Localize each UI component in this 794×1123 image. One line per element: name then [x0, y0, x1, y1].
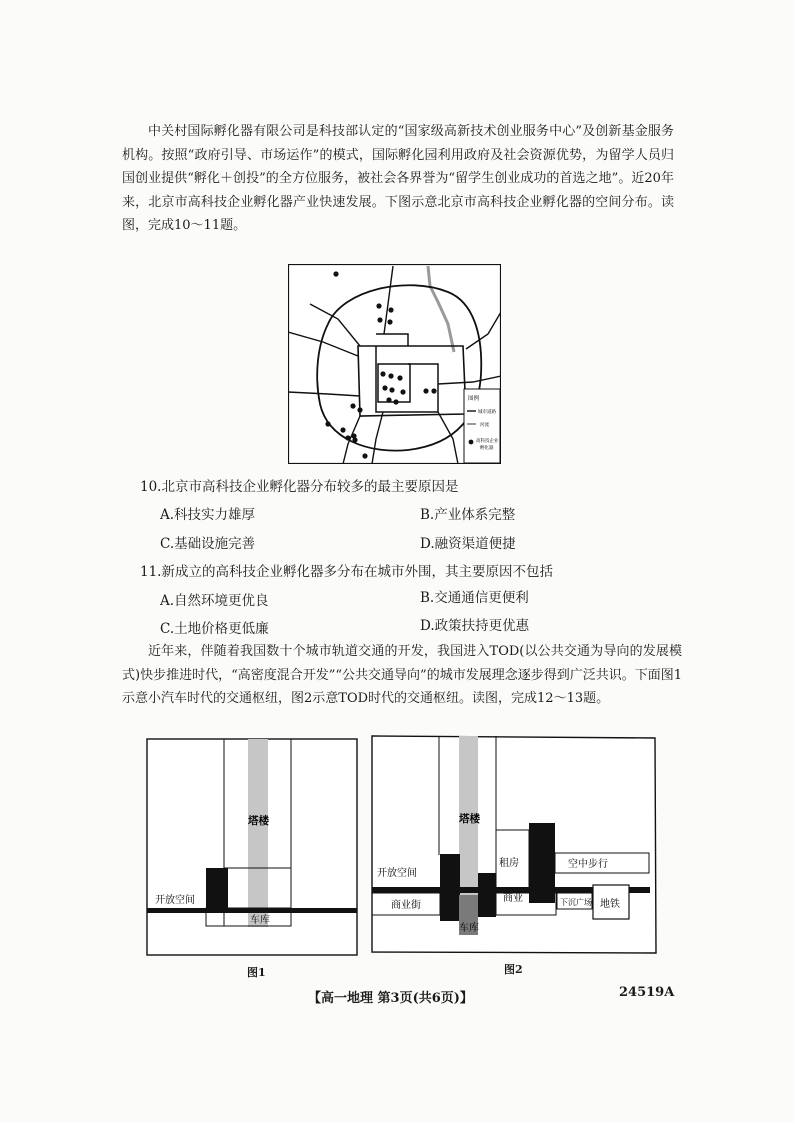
paper-code: 24519A: [619, 985, 675, 1000]
fig2-commerce-label: 商业: [503, 893, 523, 904]
q10-option-a: A.科技实力雄厚: [160, 507, 256, 523]
figure-1-car-era-hub: [146, 738, 358, 956]
question-10-stem: 10.北京市高科技企业孵化器分布较多的最主要原因是: [140, 479, 459, 495]
legend-incubator-label-2: 孵化器: [480, 446, 494, 451]
beijing-incubator-map: [288, 264, 501, 464]
fig1-tower: [248, 739, 268, 927]
question-11-stem: 11.新成立的高科技企业孵化器多分布在城市外围，其主要原因不包括: [140, 564, 553, 580]
intro-paragraph-1: 中关村国际孵化器有限公司是科技部认定的“国家级高新技术创业服务中心”及创新基金服务机构。按照“政府引导、市场运作”的模式，国际孵化园利用政府及社会资源优势，为留学人员归国创业提供“孵化＋创投”的全方位服务，被社会各界誉为“留学生创业成功的首选之地”。近20年来，北京市高科技企业孵化器产业快速发展。下图示意北京市高科技企业孵化器的空间分布。读图，完成10～11题。: [122, 124, 674, 233]
q11-option-d: D.政策扶持更优惠: [420, 618, 530, 634]
fig1-open-space-label: 开放空间: [155, 895, 195, 906]
q10-option-b: B.产业体系完整: [420, 507, 516, 523]
fig1-ground-line: [147, 908, 357, 913]
page-footer: 【高一地理 第3页(共6页)】: [308, 991, 473, 1006]
fig1-tower-label: 塔楼: [248, 815, 269, 827]
fig2-subway-label: 地铁: [600, 899, 620, 910]
fig2-skywalk-label: 空中步行: [568, 859, 608, 870]
figure-2-tod-era-hub: [371, 735, 657, 955]
q11-option-a: A.自然环境更优良: [160, 593, 269, 609]
fig2-housing-label: 租房: [499, 858, 519, 869]
q10-option-d: D.融资渠道便捷: [420, 536, 516, 552]
fig2-shopping-street-label: 商业街: [391, 900, 421, 911]
intro-paragraph-2: 近年来，伴随着我国数十个城市轨道交通的开发，我国进入TOD(以公共交通为导向的发展模式)快步推进时代，“高密度混合开发”“公共交通导向”的城市发展理念逐步得到广泛共识。下面图1示意小汽车时代的交通枢纽，图2示意TOD时代的交通枢纽。读图，完成12～13题。: [122, 644, 682, 706]
fig1-dark-block: [206, 868, 228, 913]
fig1-garage-label: 车库: [250, 915, 270, 926]
fig2-dark-block-mid: [478, 873, 496, 917]
legend-river-label: 河流: [480, 423, 489, 428]
q11-option-b: B.交通通信更便利: [420, 590, 529, 606]
q10-option-c: C.基础设施完善: [160, 536, 256, 552]
fig2-plaza-label: 下沉广场: [560, 898, 592, 907]
figure-1-caption: 图1: [247, 966, 266, 979]
fig2-open-space-label: 开放空间: [377, 868, 417, 879]
q11-option-c: C.土地价格更低廉: [160, 621, 269, 637]
legend-title: 图例: [468, 396, 480, 402]
figure-2-caption: 图2: [504, 963, 523, 976]
legend-road-label: 城市道路: [478, 410, 496, 415]
fig2-garage-label: 车库: [459, 923, 479, 934]
legend-incubator-label-1: 高科技企业: [476, 439, 499, 444]
fig2-tower-label: 塔楼: [459, 813, 480, 825]
